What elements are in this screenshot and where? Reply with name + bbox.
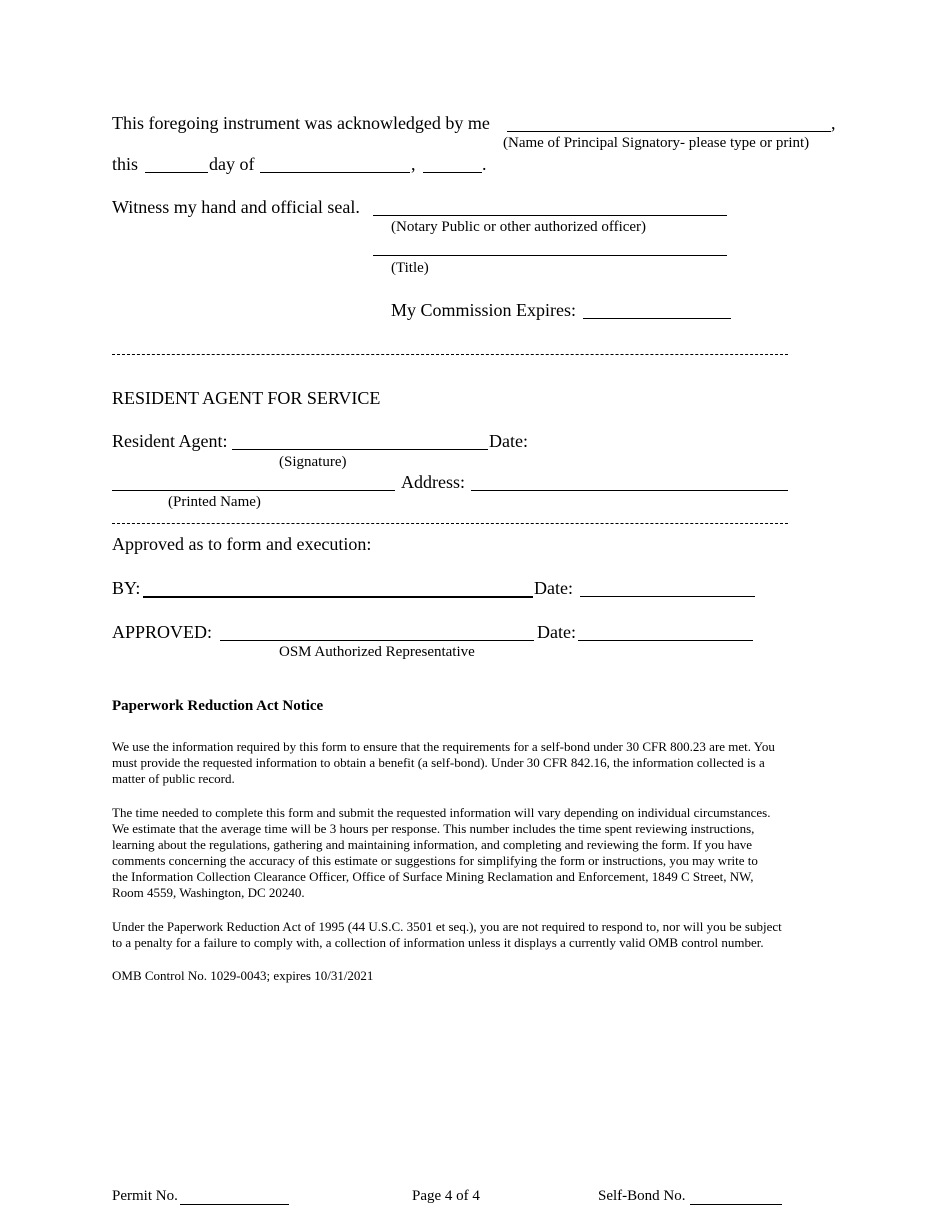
notice-paragraph-2: [112, 805, 771, 901]
commission-expires-field[interactable]: [583, 300, 731, 319]
resident-agent-label: Resident Agent:: [112, 431, 228, 451]
resident-agent-date-label: Date:: [489, 431, 528, 451]
day-field[interactable]: [145, 154, 208, 173]
notice-line: matter of public record.: [112, 771, 235, 786]
resident-agent-signature-field[interactable]: [232, 431, 488, 450]
resident-agent-heading: RESIDENT AGENT FOR SERVICE: [112, 388, 381, 408]
approval-heading: Approved as to form and execution:: [112, 534, 372, 554]
notary-signature-field[interactable]: [373, 197, 727, 216]
month-field[interactable]: [260, 154, 410, 173]
self-bond-no-field[interactable]: [690, 1188, 782, 1205]
osm-representative-caption: OSM Authorized Representative: [279, 644, 475, 660]
approved-date-field[interactable]: [578, 622, 753, 641]
self-bond-no-label: Self-Bond No.: [598, 1188, 686, 1204]
by-date-field[interactable]: [580, 578, 755, 597]
address-field[interactable]: [471, 472, 788, 491]
notice-line: The time needed to complete this form and submit the requested information will vary depending on individual circumstances.: [112, 805, 771, 820]
notice-heading: Paperwork Reduction Act Notice: [112, 698, 324, 714]
by-signature-field[interactable]: [143, 578, 533, 598]
notice-paragraph-1: [112, 739, 775, 787]
title-caption: (Title): [391, 260, 429, 276]
date-comma: ,: [411, 154, 416, 174]
by-date-label: Date:: [534, 578, 573, 598]
section-divider: [112, 523, 788, 524]
notice-line: comments concerning the accuracy of this estimate or suggestions for simplifying the form or instructions, you may write to: [112, 853, 758, 868]
principal-signatory-field[interactable]: [507, 113, 831, 132]
year-field[interactable]: [423, 154, 482, 173]
page-number: Page 4 of 4: [412, 1188, 480, 1204]
notice-line: We estimate that the average time will be 3 hours per response. This number includes the time spent reviewing instructions,: [112, 821, 755, 836]
this-label: this: [112, 154, 139, 174]
address-label: Address:: [401, 472, 465, 492]
day-of-label: day of: [209, 154, 255, 174]
by-label: BY:: [112, 578, 141, 598]
notice-paragraph-3: [112, 919, 782, 951]
acknowledgement-text: This foregoing instrument was acknowledged by me: [112, 113, 490, 133]
title-field[interactable]: [373, 237, 727, 256]
notary-caption: (Notary Public or other authorized officer): [391, 219, 647, 235]
witness-text: Witness my hand and official seal.: [112, 197, 360, 217]
omb-control-number: OMB Control No. 1029-0043; expires 10/31/2021: [112, 968, 374, 983]
printed-name-caption: (Printed Name): [168, 494, 261, 510]
acknowledgement-comma: ,: [831, 113, 836, 133]
notice-line: learning about the regulations, gathering and maintaining information, and completing and reviewing the form. If you have: [112, 837, 753, 852]
notice-line: Room 4559, Washington, DC 20240.: [112, 885, 305, 900]
permit-no-field[interactable]: [180, 1188, 289, 1205]
approved-label: APPROVED:: [112, 622, 213, 642]
signature-caption: (Signature): [279, 454, 347, 470]
principal-signatory-caption: (Name of Principal Signatory- please type or print): [503, 135, 810, 151]
printed-name-field[interactable]: [112, 472, 395, 491]
section-divider: [112, 354, 788, 355]
permit-no-label: Permit No.: [112, 1188, 178, 1204]
notice-line: the Information Collection Clearance Officer, Office of Surface Mining Reclamation and Enforcement, 1849 C Street, NW,: [112, 869, 754, 884]
notice-line: to a penalty for a failure to comply with, a collection of information unless it displays a currently valid OMB control number.: [112, 935, 764, 950]
date-period: .: [482, 154, 487, 174]
approved-date-label: Date:: [537, 622, 576, 642]
approved-signature-field[interactable]: [220, 622, 534, 641]
notice-line: Under the Paperwork Reduction Act of 1995 (44 U.S.C. 3501 et seq.), you are not required to respond to, nor will you be subject: [112, 919, 782, 934]
commission-expires-label: My Commission Expires:: [391, 300, 577, 320]
notice-line: must provide the requested information to obtain a benefit (a self-bond). Under 30 CFR 842.16, the information collected is a: [112, 755, 765, 770]
notice-line: We use the information required by this form to ensure that the requirements for a self-bond under 30 CFR 800.23 are met. You: [112, 739, 775, 754]
